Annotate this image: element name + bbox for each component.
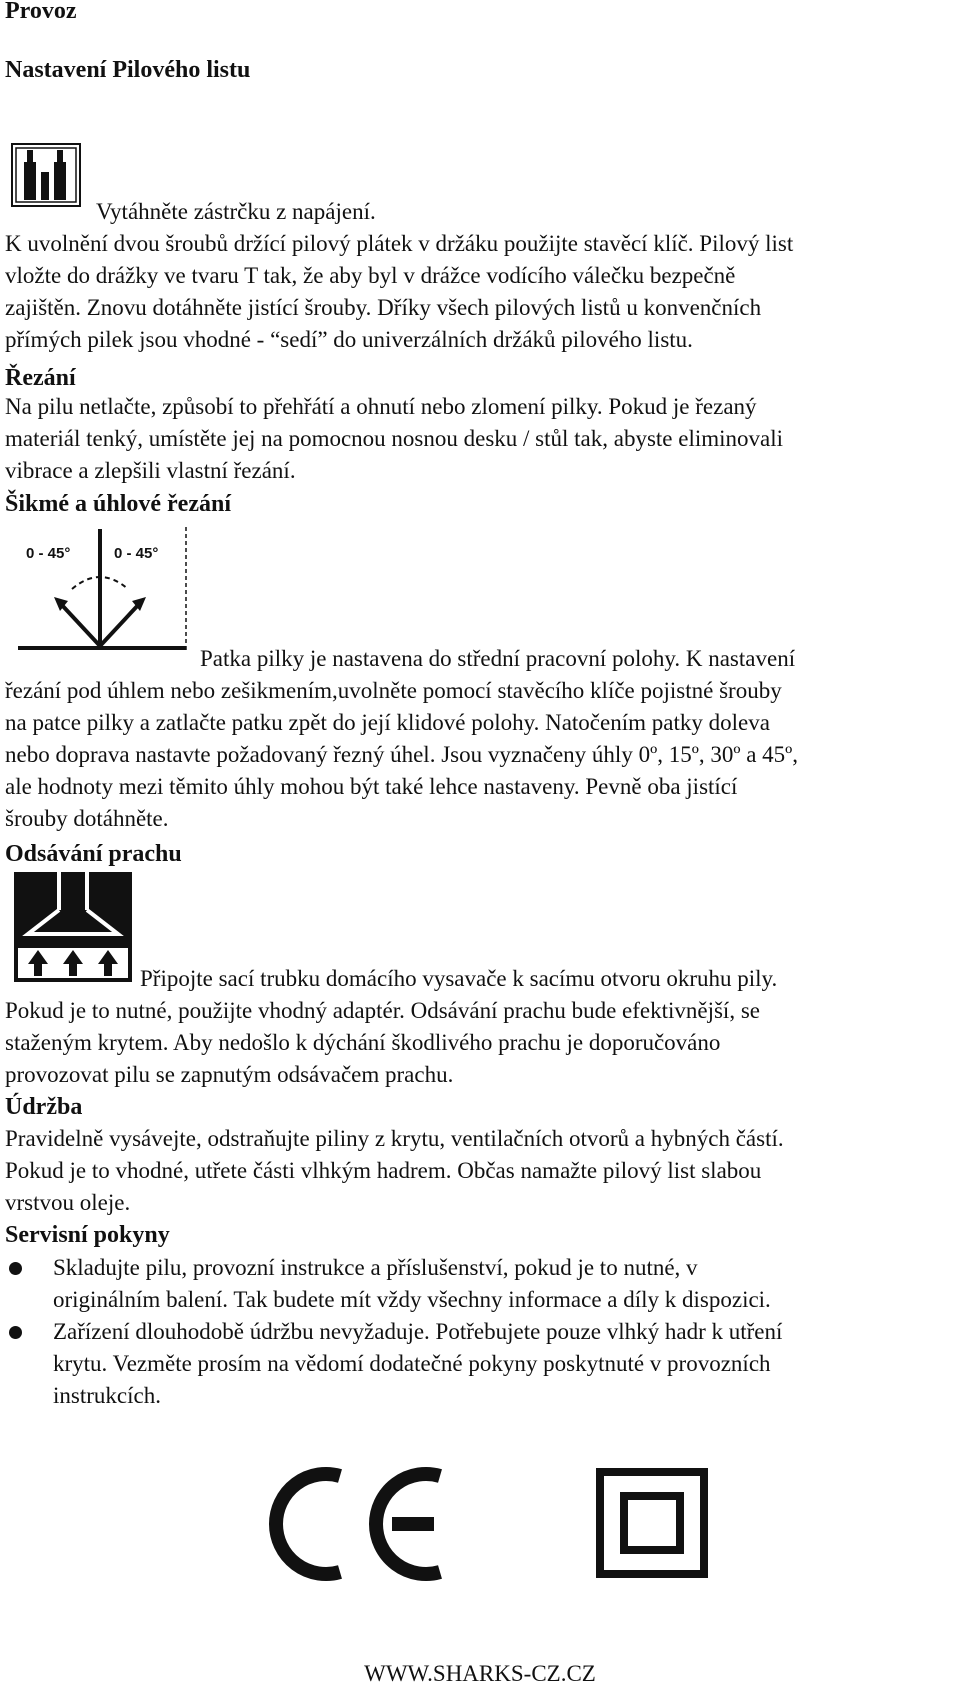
class-ii-double-insulation-icon bbox=[596, 1468, 708, 1578]
dust-extraction-icon bbox=[14, 872, 132, 982]
bullet-icon bbox=[9, 1262, 22, 1275]
paragraph-line: šrouby dotáhněte. bbox=[5, 806, 169, 831]
paragraph-line: Pravidelně vysávejte, odstraňujte piliny z krytu, ventilačních otvorů a hybných částí. bbox=[5, 1126, 784, 1151]
unplug-icon bbox=[10, 142, 82, 208]
paragraph-line: Patka pilky je nastavena do střední pracovní polohy. K nastavení bbox=[200, 646, 796, 671]
bullet-icon bbox=[9, 1326, 22, 1339]
paragraph-line: staženým krytem. Aby nedošlo k dýchání škodlivého prachu je doporučováno bbox=[5, 1030, 721, 1055]
bullet-line: krytu. Vezměte prosím na vědomí dodatečné pokyny poskytnuté v provozních bbox=[53, 1351, 771, 1376]
paragraph-line: na patce pilky a zatlačte patku zpět do její klidové polohy. Natočením patky doleva bbox=[5, 710, 770, 735]
paragraph-dust bbox=[5, 995, 955, 1091]
bevel-angle-icon bbox=[18, 525, 190, 653]
section-heading-maintenance: Údržba bbox=[5, 1094, 83, 1120]
paragraph-line: Připojte sací trubku domácího vysavače k sacímu otvoru okruhu pily. bbox=[140, 966, 778, 991]
paragraph-line: zajištěn. Znovu dotáhněte jistící šrouby. Dříky všech pilových listů u konvenčních bbox=[5, 295, 762, 320]
paragraph-line: Pokud je to vhodné, utřete části vlhkým hadrem. Občas namažte pilový list slabou bbox=[5, 1158, 762, 1183]
section-heading-bevel: Šikmé a úhlové řezání bbox=[5, 491, 231, 517]
paragraph-line: ale hodnoty mezi těmito úhly mohou být také lehce nastaveny. Pevně oba jistící bbox=[5, 774, 738, 799]
paragraph-line: materiál tenký, umístěte jej na pomocnou nosnou desku / stůl tak, abyste eliminovali bbox=[5, 426, 784, 451]
paragraph-line: nebo doprava nastavte požadovaný řezný úhel. Jsou vyznačeny úhly 0º, 15º, 30º a 45º, bbox=[5, 742, 799, 767]
paragraph-line: Na pilu netlačte, způsobí to přehřátí a ohnutí nebo zlomení pilky. Pokud je řezaný bbox=[5, 394, 757, 419]
bullet-item bbox=[5, 1316, 955, 1412]
section-heading-cutting: Řezání bbox=[5, 365, 76, 391]
diagram-label-right: 0 - 45° bbox=[114, 545, 159, 562]
bullet-line: Skladujte pilu, provozní instrukce a příslušenství, pokud je to nutné, v bbox=[53, 1255, 698, 1280]
paragraph-maintenance bbox=[5, 1123, 955, 1219]
page-title: Provoz bbox=[5, 0, 77, 24]
bullet-line: instrukcích. bbox=[53, 1383, 161, 1408]
ce-mark-icon bbox=[268, 1464, 452, 1584]
paragraph-line: vibrace a zlepšili vlastní řezání. bbox=[5, 458, 296, 483]
paragraph-line: provozovat pilu se zapnutým odsávačem prachu. bbox=[5, 1062, 454, 1087]
footer-url: WWW.SHARKS-CZ.CZ bbox=[364, 1661, 596, 1686]
section-heading-blade: Nastavení Pilového listu bbox=[5, 57, 251, 83]
paragraph-line: Pokud je to nutné, použijte vhodný adaptér. Odsávání prachu bude efektivnější, se bbox=[5, 998, 760, 1023]
paragraph-line: přímých pilek jsou vhodné - “sedí” do univerzálních držáků pilového listu. bbox=[5, 327, 693, 352]
bullet-line: originálním balení. Tak budete mít vždy všechny informace a díly k dispozici. bbox=[53, 1287, 771, 1312]
paragraph-line: K uvolnění dvou šroubů držící pilový plátek v držáku použijte stavěcí klíč. Pilový list bbox=[5, 231, 794, 256]
paragraph-bevel bbox=[5, 675, 955, 835]
paragraph-line: Vytáhněte zástrčku z napájení. bbox=[96, 199, 376, 224]
paragraph-line: vrstvou oleje. bbox=[5, 1190, 131, 1215]
paragraph-line: vložte do drážky ve tvaru T tak, že aby byl v drážce vodícího válečku bezpečně bbox=[5, 263, 736, 288]
paragraph-blade bbox=[5, 228, 955, 356]
paragraph-cutting bbox=[5, 391, 955, 487]
section-heading-service: Servisní pokyny bbox=[5, 1222, 170, 1248]
diagram-label-left: 0 - 45° bbox=[26, 545, 71, 562]
section-heading-dust: Odsávání prachu bbox=[5, 841, 182, 867]
bullet-item bbox=[5, 1252, 955, 1316]
paragraph-line: řezání pod úhlem nebo zešikmením,uvolněte pomocí stavěcího klíče pojistné šrouby bbox=[5, 678, 782, 703]
bullet-line: Zařízení dlouhodobě údržbu nevyžaduje. Potřebujete pouze vlhký hadr k utření bbox=[53, 1319, 783, 1344]
